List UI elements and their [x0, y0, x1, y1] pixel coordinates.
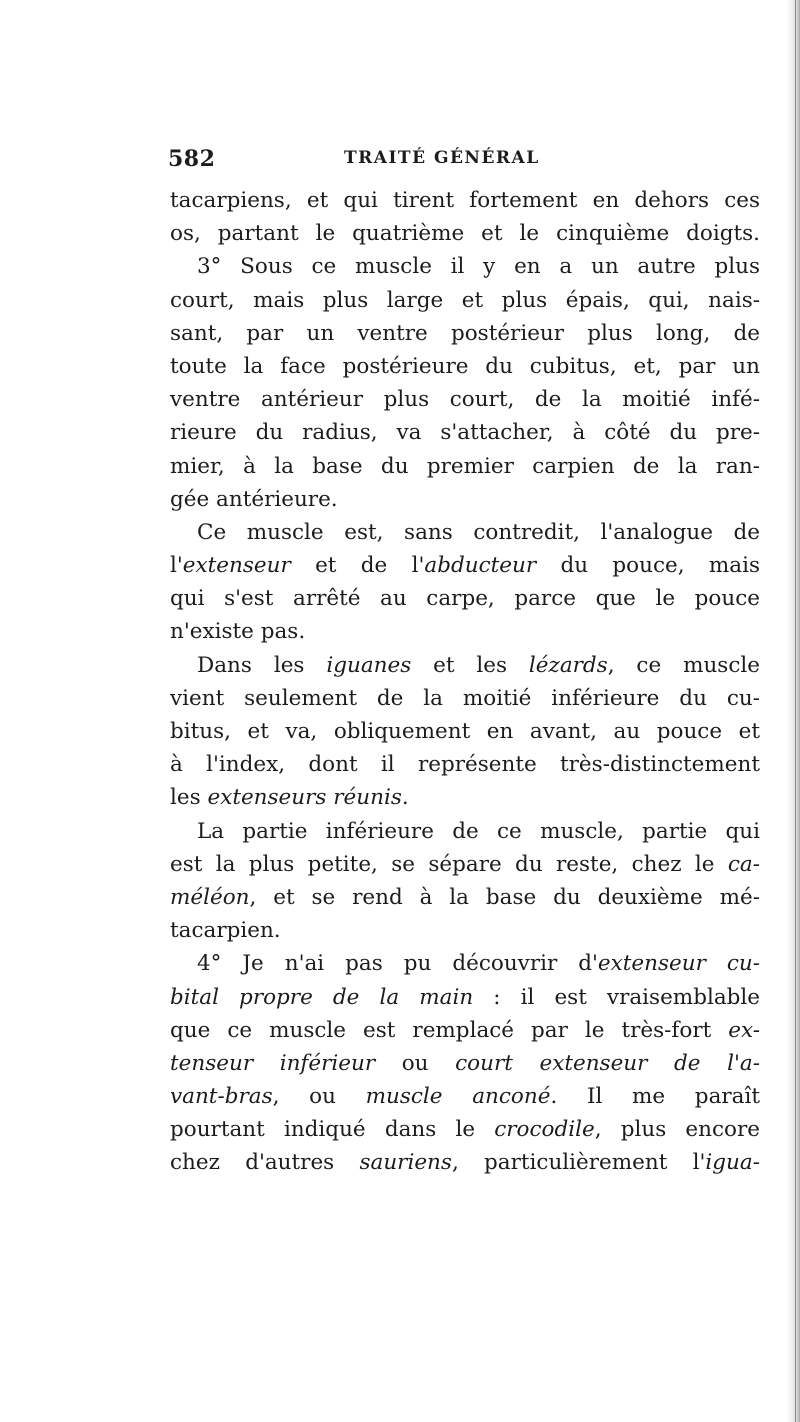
text-run: . [401, 785, 409, 811]
text-run: et les [411, 652, 529, 678]
text-run: bitus, et va, obliquement en avant, au pouce et [170, 719, 760, 744]
text-line [170, 450, 760, 483]
text-run: du pouce, mais [536, 553, 760, 579]
italic-term: tenseur inférieur [170, 1050, 376, 1076]
text-run: les [170, 785, 208, 811]
text-run: qui s'est arrêté au carpe, parce que le pouce [170, 586, 760, 612]
italic-term: sauriens [359, 1150, 452, 1176]
text-line [170, 1014, 760, 1047]
text-run: sant, par un ventre postérieur plus long, de [170, 320, 760, 346]
text-run: Ce muscle est, sans contredit, l'analogue de [197, 519, 760, 545]
text-line [170, 284, 760, 317]
text-line [170, 250, 760, 283]
text-line [170, 317, 760, 350]
text-line [170, 549, 760, 582]
text-run: 4° Je n'ai pas pu découvrir d' [197, 951, 598, 977]
text-run: gée antérieure. [170, 486, 338, 512]
text-run: . Il me paraît [550, 1084, 761, 1110]
italic-term: igua- [705, 1150, 760, 1176]
text-run: est la plus petite, se sépare du reste, chez le [170, 851, 728, 877]
text-run: : il est vraisemblable [473, 984, 761, 1010]
text-run: ou [375, 1050, 456, 1076]
italic-term: iguanes [326, 652, 412, 678]
text-line [170, 615, 760, 648]
text-run: rieure du radius, va s'attacher, à côté du pre- [170, 420, 760, 446]
text-run: , et se rend à la base du deuxième mé- [249, 884, 760, 910]
italic-term: crocodile [494, 1117, 595, 1143]
text-line [170, 1080, 760, 1113]
page-edge-shadow [786, 0, 800, 1422]
text-run: que ce muscle est remplacé par le très-fort [170, 1017, 729, 1043]
text-line [170, 416, 760, 449]
text-run: mier, à la base du premier carpien de la ran- [170, 453, 760, 479]
italic-term: bital propre de la main [170, 984, 474, 1010]
text-run: Dans les [197, 652, 327, 678]
text-line [170, 516, 760, 549]
text-run: toute la face postérieure du cubitus, et, par un [170, 353, 760, 379]
italic-term: extenseur cu- [597, 951, 760, 977]
text-run: pourtant indiqué dans le [170, 1117, 495, 1143]
text-run: os, partant le quatrième et le cinquième doigts. [170, 221, 760, 247]
text-line [170, 483, 760, 516]
text-run: , ce muscle [607, 652, 760, 678]
page-number: 582 [168, 146, 216, 172]
text-run: , plus encore [594, 1117, 760, 1143]
text-run: tacarpien. [170, 918, 281, 944]
running-head [168, 140, 588, 180]
text-line [170, 383, 760, 416]
italic-term: muscle anconé [365, 1084, 551, 1110]
text-run: vient seulement de la moitié inférieure du cu- [170, 685, 760, 711]
italic-term: court extenseur de l'a- [455, 1050, 760, 1076]
text-line [170, 981, 760, 1014]
text-run: tacarpiens, et qui tirent fortement en dehors ces [170, 188, 760, 213]
text-line [170, 649, 760, 682]
text-line [170, 1113, 760, 1146]
text-line [170, 848, 760, 881]
text-run: La partie inférieure de ce muscle, partie qui [197, 818, 760, 844]
text-run: , ou [272, 1084, 366, 1110]
italic-term: extenseur [182, 553, 291, 579]
text-line [170, 682, 760, 715]
italic-term: lézards [528, 652, 608, 678]
text-run: à l'index, dont il représente très-distinctement [170, 752, 760, 778]
text-line [170, 350, 760, 383]
text-line [170, 1146, 760, 1179]
text-run: et de l' [290, 553, 425, 579]
text-run: , particulièrement l' [451, 1150, 706, 1176]
italic-term: abducteur [424, 553, 537, 579]
text-line [170, 748, 760, 781]
text-line [170, 715, 760, 748]
text-line [170, 781, 760, 814]
text-line [170, 217, 760, 250]
text-line [170, 914, 760, 947]
text-run: l' [170, 553, 183, 579]
text-line [170, 815, 760, 848]
text-run: n'existe pas. [170, 619, 306, 645]
text-run: 3° Sous ce muscle il y en a un autre plus [197, 254, 760, 280]
text-run: court, mais plus large et plus épais, qui, nais- [170, 287, 760, 313]
body-text [170, 184, 760, 1180]
text-line [170, 582, 760, 615]
text-run: ventre antérieur plus court, de la moitié infé- [170, 387, 760, 413]
text-run: chez d'autres [170, 1150, 360, 1176]
text-line [170, 1047, 760, 1080]
italic-term: méléon [170, 884, 250, 910]
page-edge-line [795, 0, 796, 1422]
italic-term: ex- [728, 1017, 760, 1043]
text-line [170, 881, 760, 914]
running-head-title: TRAITÉ GÉNÉRAL [344, 148, 540, 168]
italic-term: vant-bras [170, 1084, 273, 1110]
text-line [170, 947, 760, 980]
text-line [170, 184, 760, 217]
italic-term: extenseurs réunis [207, 785, 402, 811]
italic-term: ca- [727, 851, 760, 877]
